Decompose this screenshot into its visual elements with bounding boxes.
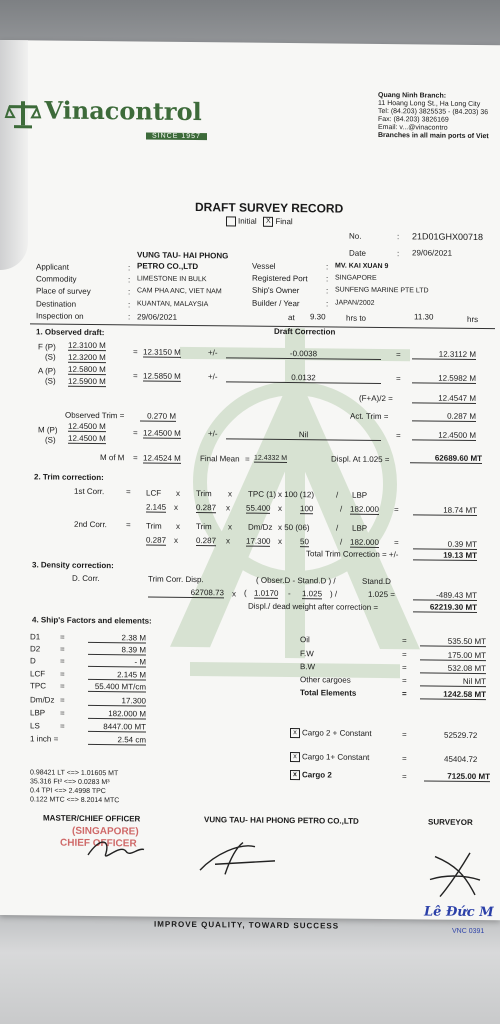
act-trim-label: Act. Trim =	[350, 411, 389, 422]
record-type	[226, 216, 293, 227]
element-row	[300, 688, 486, 700]
surveyor-label: SURVEYOR	[428, 817, 473, 827]
factor-eq: =	[60, 669, 65, 679]
eq: =	[133, 371, 138, 381]
owner-value: SUNFENG MARINE PTE LTD	[335, 286, 429, 295]
initial-label: Initial	[238, 216, 257, 226]
hrs-to-label: hrs to	[346, 313, 367, 323]
mofm-value: 12.4524 M	[143, 453, 181, 463]
branch-title: Quang Ninh Branch:	[378, 91, 447, 100]
factor-label: 1 inch =	[30, 734, 59, 744]
element-eq: =	[402, 676, 407, 686]
applicant-label: Applicant	[36, 262, 69, 272]
eq: =	[126, 520, 131, 530]
draft-correction-title: Draft Correction	[274, 326, 336, 337]
company-line: VUNG TAU- HAI PHONG	[137, 250, 229, 261]
to-time: 11.30	[414, 312, 434, 322]
surveyor-signature	[425, 844, 485, 905]
mp-label: M (P)	[38, 425, 58, 435]
element-row	[300, 649, 486, 661]
element-row	[300, 675, 486, 687]
branch-address: 11 Hoang Long St., Ha Long City	[378, 99, 481, 109]
branch-tel: Tel: (84.203) 3825535 - (84.203) 36	[378, 107, 489, 117]
formula-token: LBP	[352, 490, 368, 500]
displ-value: 62689.60 MT	[410, 453, 482, 464]
cargo2-row	[290, 770, 332, 780]
eq: =	[396, 374, 401, 384]
master-label: MASTER/CHIEF OFFICER	[43, 813, 141, 824]
company-signature	[195, 834, 285, 881]
factor-value: 2.54 cm	[88, 735, 146, 746]
final-mean-label: Final Mean	[200, 454, 240, 464]
formula-token: x	[278, 536, 282, 546]
second-corr-label: 2nd Corr.	[74, 519, 107, 530]
formula-token: x	[174, 535, 178, 545]
formula-token: x	[226, 503, 230, 513]
formula-token: /	[340, 537, 343, 547]
formula-token: 0.287	[146, 535, 167, 545]
formula-token: x	[228, 489, 232, 499]
factor-eq: =	[60, 632, 65, 642]
conversion-line: 35.316 Ft³ <=> 0.0283 M³	[30, 778, 110, 787]
a-result: 12.5982 M	[412, 373, 476, 384]
factor-eq: =	[60, 656, 65, 666]
element-row	[300, 662, 486, 674]
formula-token: LBP	[352, 523, 368, 533]
element-label: Other cargoes	[300, 675, 351, 685]
element-eq: =	[402, 636, 407, 646]
formula-token: 100	[300, 504, 314, 514]
formula-token: Trim	[196, 522, 212, 532]
m-corr: Nil	[226, 429, 381, 441]
date-label: Date	[349, 248, 366, 258]
place-label: Place of survey	[36, 286, 91, 296]
factor-label: LCF	[30, 669, 46, 679]
surveyor-code: VNC 0391	[452, 927, 485, 936]
document-title: DRAFT SURVEY RECORD	[195, 200, 344, 216]
factor-label: TPC	[30, 681, 46, 691]
eq: =	[396, 350, 401, 360]
footer-slogan: IMPROVE QUALITY, TOWARD SUCCESS	[154, 919, 340, 931]
factor-value: 182.000 M	[88, 709, 146, 720]
at-label: at	[288, 313, 295, 323]
eq: =	[126, 487, 131, 497]
record-number: 21D01GHX00718	[412, 231, 484, 243]
f-corr: -0.0038	[226, 348, 381, 360]
factor-row	[30, 708, 146, 719]
ap-value: 12.5800 M	[68, 364, 106, 375]
at-time: 9.30	[310, 312, 326, 322]
first-corr-label: 1st Corr.	[74, 486, 105, 497]
cargo1-constant-value: 45404.72	[444, 754, 478, 764]
fs-value: 12.3200 M	[68, 352, 106, 363]
factor-label: LS	[30, 721, 40, 731]
element-eq: =	[402, 650, 407, 660]
company-signature-label: VUNG TAU- HAI PHONG PETRO CO.,LTD	[204, 815, 359, 826]
cargo2-constant-label: Cargo 2 + Constant	[302, 728, 372, 739]
factor-value: 2.38 M	[88, 633, 146, 644]
port-value: SINGAPORE	[335, 274, 377, 282]
initial-checkbox	[226, 216, 236, 226]
element-value: 1242.58 MT	[420, 689, 486, 700]
since-badge	[146, 125, 207, 144]
formula-token: 182.000	[350, 537, 379, 547]
formula-token: 0.287	[196, 503, 217, 513]
commodity-label: Commodity	[36, 274, 77, 284]
final-mean-value: 12.4332 M	[254, 454, 288, 463]
total-trim-value: 19.13 MT	[413, 550, 477, 561]
hrs-label: hrs	[467, 314, 479, 325]
fa2-label: (F+A)/2 =	[359, 393, 393, 404]
formula-token: 17.300	[246, 536, 271, 546]
port-label: Registered Port	[252, 273, 308, 284]
formula-token: 50	[300, 537, 309, 547]
eq: =	[133, 347, 138, 357]
factor-eq: =	[60, 695, 65, 705]
inspection-value: 29/06/2021	[137, 312, 178, 322]
scale-logo-icon	[6, 99, 40, 129]
mp-value: 12.4500 M	[68, 421, 106, 432]
cargo2-checkbox: x	[290, 770, 300, 780]
second-corr-result: 0.39 MT	[413, 539, 477, 550]
branch-ports: Branches in all main ports of Viet	[378, 131, 489, 141]
final-checkbox: X	[263, 217, 273, 227]
branch-info	[378, 92, 489, 141]
master-signature	[80, 829, 150, 870]
vessel-label: Vessel	[252, 261, 276, 271]
ap-label: A (P)	[38, 366, 56, 376]
fp-value: 12.3100 M	[68, 340, 106, 351]
f-mean: 12.3150 M	[143, 347, 181, 357]
a-corr: 0.0132	[226, 372, 381, 384]
stamp-top: (SINGAPORE)	[72, 825, 139, 838]
conversion-line: 0.122 MTC <=> 8.2014 MTC	[30, 796, 120, 805]
density-header-1: Trim Corr. Disp.	[148, 574, 204, 585]
fa2-value: 12.4547 M	[412, 393, 476, 404]
density-corr-label: D. Corr.	[72, 573, 100, 584]
cargo1-constant-label: Cargo 1+ Constant	[302, 752, 370, 762]
density-disp: 62708.73	[148, 588, 224, 599]
formula-token: 2.145	[146, 502, 167, 512]
cargo2-constant-value: 52529.72	[444, 730, 478, 740]
factor-row	[30, 681, 146, 692]
factor-value: - M	[88, 657, 146, 668]
formula-token: x	[174, 502, 178, 512]
formula-token: x	[228, 522, 232, 532]
draft-survey-document: Vinacontrol SINCE 1957 Quang Ninh Branch: 11 Hoang Long St., Ha Long City Tel: (84.203) 3825535 - (84.203) 36 Fax: (84.203) 3826169 Email: v...@vinacontro Branches in all main ports of Viet DRAFT SURVEY RECORD Initial X Final No. : 21D01GHX00718 Date : 29/06/2021 VUNG TAU- HAI PHONG Applicant : PETRO CO.,LTD Commodity : LIMESTONE IN BULK Place of survey : CAM PHA ANC, VIET NAM Destination : KUANTAN, MALAYSIA Inspection on : 29/06/2021 Vessel : MV. KAI XUAN 9 Registered Port : SINGAPORE Ship's Owner : SUNFENG MARINE PTE LTD Builder / Year : JAPAN/2002 at 9.30 hrs to 11.30 hrs 1. Observed draft: Draft Correction F (P) 12.3100 M (S) 12.3200 M = 12.3150 M +/- -0.0038 = 12.3112 M A (P) 12.5800 M (S) 12.5900 M = 12.5850 M +/- 0.0132 = 12.5982 M (F+A)/2 = 12.4547 M Observed Trim = 0.270 M Act. Trim = 0.287 M M (P) 12.4500 M (S) 12.4500 M = 12.4500 M +/- Nil = 12.4500 M M of M = 12.4524 M Final Mean = 12.4332 M Displ. At 1.025 = 62689.60 MT 2. Trim correction: 1st Corr. = LCF x Trim x TPC (1) x 100 (12) / LBP 2.145 x 0.287 x 55.400 x 100 / 182.000 = 18.74 MT 2nd Corr. = Trim x Trim x Dm/Dz x 50 (06) / LBP 0.287 x 0.287 x 17.300 x 50 / 182.000 = 0.39 MT Total Trim Correction = +/- 19.13 MT 3. Density correction: D. Corr. Trim Corr. Disp. ( Obser.D - Stand.D ) / Stand.D 62708.73 x ( 1.0170 - 1.025 ) / 1.025 = -489.43 MT Displ./ dead weight after correction = 62219.30 MT 4. Ship's Factors and elements: D1 = 2.38 M D2 = 8.39 M D = - M LCF = 2.145 M TPC = 55.400 MT/cm Dm/Dz = 17.300 LBP = 182.000 M LS = 8447.00 MT 1 inch = 2.54 cm Oil = 535.50 MT F.W = 175.00 MT B.W = 532.08 MT Other cargoes = Nil MT Total Elements = 1242.58 MT x Cargo 2 + Constant = 52529.72 x Cargo 1+ Constant = 45404.72 x Cargo 2 = 7125.00 MT 0.98421 LT <=> 1.01605 MT 35.316 Ft³ <=> 0.0283 M³ 0.4 TPI <=> 2.4998 TPC 0.122 MTC <=> 8.2014 MTC MASTER/CHIEF OFFICER VUNG TAU- HAI PHONG PETRO CO.,LTD SURVEYOR (SINGAPORE) CHIEF OFFICER Lê Đức M VNC 0391 IMPROVE QUALITY, TOWARD SUCCESS	[0, 40, 500, 920]
factor-value: 17.300	[88, 696, 146, 707]
pm: +/-	[208, 348, 218, 358]
date-value: 29/06/2021	[412, 248, 453, 258]
act-trim-value: 0.287 M	[412, 411, 476, 422]
element-label: Oil	[300, 635, 310, 645]
factor-row	[30, 669, 146, 680]
factor-value: 8.39 M	[88, 645, 146, 656]
as-value: 12.5900 M	[68, 376, 106, 387]
ships-factors-title: 4. Ship's Factors and elements:	[32, 615, 152, 626]
formula-token: /	[340, 504, 343, 514]
after-correction-label: Displ./ dead weight after correction =	[248, 601, 379, 612]
branch-fax: Fax: (84.203) 3826169	[378, 115, 449, 124]
factor-eq: =	[60, 644, 65, 654]
formula-token: Trim	[146, 521, 162, 531]
formula-token: x 100 (12)	[278, 489, 315, 500]
ms-value: 12.4500 M	[68, 433, 106, 444]
formula-token: x	[176, 488, 180, 498]
element-label: Total Elements	[300, 688, 357, 698]
since-label: SINCE 1957	[146, 133, 207, 141]
brand-name: Vinacontrol	[44, 95, 202, 127]
factor-value: 8447.00 MT	[88, 722, 146, 733]
factor-label: D2	[30, 644, 41, 654]
factor-row	[30, 644, 146, 655]
eq: =	[133, 453, 138, 463]
eq: =	[396, 431, 401, 441]
density-header-2: ( Obser.D - Stand.D ) /	[256, 575, 336, 586]
formula-token: TPC (1)	[248, 489, 276, 499]
formula-token: =	[394, 505, 399, 515]
factor-value: 2.145 M	[88, 670, 146, 681]
formula-token: x 50 (06)	[278, 522, 310, 533]
formula-token: 55.400	[246, 503, 271, 513]
trim-correction-title: 2. Trim correction:	[34, 472, 104, 483]
conversion-line: 0.4 TPI <=> 2.4998 TPC	[30, 787, 106, 796]
formula-token: LCF	[146, 488, 162, 498]
formula-token: x	[176, 521, 180, 531]
total-trim-label: Total Trim Correction = +/-	[306, 549, 399, 560]
fp-label: F (P)	[38, 342, 56, 352]
factor-label: Dm/Dz	[30, 695, 55, 705]
formula-token: x	[226, 536, 230, 546]
surveyor-name: Lê Đức M	[424, 904, 494, 921]
factor-value: 55.400 MT/cm	[88, 682, 146, 693]
density-header-3: Stand.D	[362, 576, 391, 587]
factor-label: D	[30, 656, 36, 666]
element-value: 535.50 MT	[420, 636, 486, 647]
page-curl	[0, 40, 28, 270]
place-value: CAM PHA ANC, VIET NAM	[137, 287, 222, 296]
factor-row	[30, 734, 146, 745]
observed-trim-label: Observed Trim =	[65, 410, 125, 421]
mofm-label: M of M	[100, 453, 125, 463]
owner-label: Ship's Owner	[252, 285, 300, 296]
after-correction-value: 62219.30 MT	[413, 602, 477, 613]
density-standard: 1.025	[302, 589, 323, 599]
m-result: 12.4500 M	[412, 430, 476, 441]
first-corr-result: 18.74 MT	[413, 505, 477, 516]
element-eq: =	[402, 663, 407, 673]
as-label: (S)	[45, 376, 56, 386]
cargo1-constant-checkbox: x	[290, 752, 300, 762]
density-correction-title: 3. Density correction:	[32, 560, 114, 571]
factor-row	[30, 721, 146, 732]
branch-email: Email: v...@vinacontro	[378, 123, 448, 132]
factor-row	[30, 632, 146, 643]
element-row	[300, 635, 486, 647]
commodity-value: LIMESTONE IN BULK	[137, 275, 207, 284]
observed-trim-value: 0.270 M	[140, 411, 176, 421]
element-value: 175.00 MT	[420, 650, 486, 661]
ms-label: (S)	[45, 435, 56, 445]
f-result: 12.3112 M	[412, 349, 476, 360]
formula-token: =	[394, 538, 399, 548]
final-label: Final	[275, 216, 293, 227]
cargo2-constant-checkbox: x	[290, 728, 300, 738]
density-observed: 1.0170	[254, 588, 279, 598]
formula-token: 182.000	[350, 504, 379, 514]
element-value: 532.08 MT	[420, 663, 486, 674]
destination-label: Destination	[36, 299, 77, 309]
factor-eq: =	[60, 708, 65, 718]
cargo1-constant-row	[290, 752, 369, 763]
no-label: No.	[349, 231, 362, 241]
eq: =	[133, 428, 138, 438]
displ-label: Displ. At 1.025 =	[331, 454, 390, 465]
factor-eq: =	[60, 681, 65, 691]
cargo2-label: Cargo 2	[302, 770, 332, 780]
applicant-value: PETRO CO.,LTD	[137, 261, 199, 272]
builder-value: JAPAN/2002	[335, 299, 375, 307]
factor-row	[30, 695, 146, 706]
fs-label: (S)	[45, 352, 56, 362]
observed-draft-title: 1. Observed draft:	[36, 327, 105, 338]
element-eq: =	[402, 689, 407, 699]
factor-label: LBP	[30, 708, 46, 718]
element-label: F.W	[300, 649, 314, 659]
formula-token: Dm/Dz	[248, 522, 273, 532]
element-label: B.W	[300, 662, 316, 672]
vessel-value: MV. KAI XUAN 9	[335, 262, 389, 271]
factor-eq: =	[60, 721, 65, 731]
cargo2-value: 7125.00 MT	[424, 771, 490, 782]
m-mean: 12.4500 M	[143, 428, 181, 438]
a-mean: 12.5850 M	[143, 371, 181, 381]
builder-label: Builder / Year	[252, 298, 300, 309]
eq: =	[245, 454, 250, 464]
formula-token: /	[336, 490, 339, 500]
formula-token: /	[336, 523, 339, 533]
formula-token: x	[278, 503, 282, 513]
formula-token: 0.287	[196, 536, 217, 546]
factor-label: D1	[30, 632, 41, 642]
density-result: -489.43 MT	[413, 590, 477, 601]
stamp-bottom: CHIEF OFFICER	[60, 837, 137, 850]
conversion-notes	[30, 768, 119, 805]
inspection-label: Inspection on	[36, 311, 84, 321]
formula-token: Trim	[196, 489, 212, 499]
element-value: Nil MT	[420, 676, 486, 687]
conversion-line: 0.98421 LT <=> 1.01605 MT	[30, 769, 119, 778]
pm: +/-	[208, 429, 218, 439]
cargo2-constant-row	[290, 728, 372, 739]
destination-value: KUANTAN, MALAYSIA	[137, 300, 209, 309]
pm: +/-	[208, 372, 218, 382]
density-standard-2: 1.025 =	[368, 589, 395, 600]
factor-row	[30, 656, 146, 667]
